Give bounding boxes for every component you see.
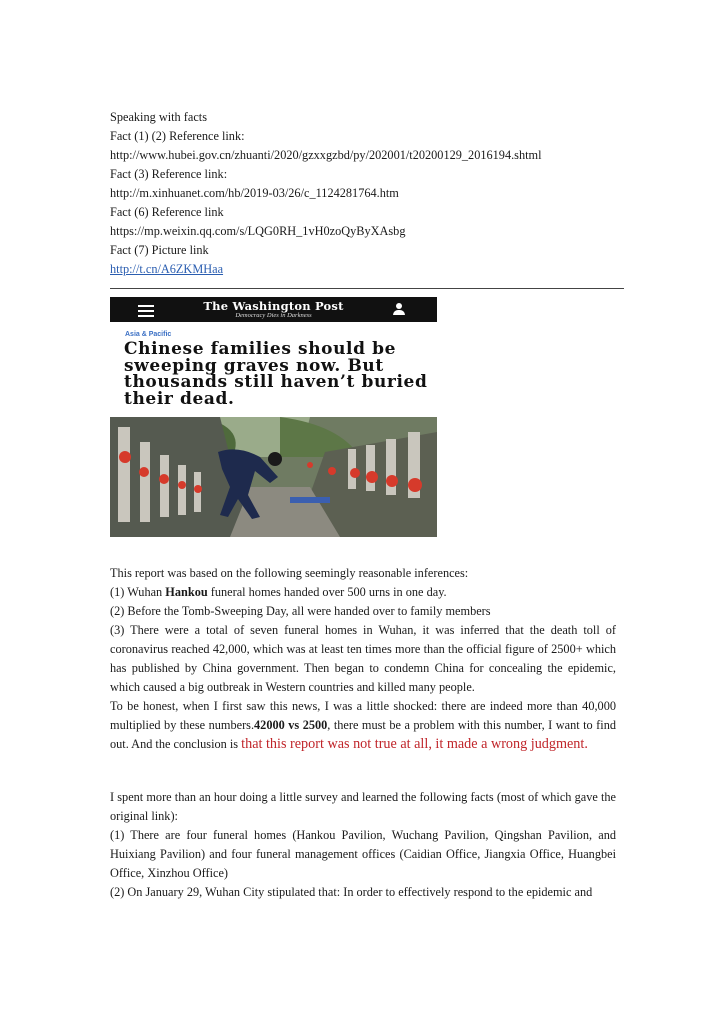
fact-6-label: Fact (6) Reference link — [110, 205, 224, 219]
paragraph-intro: This report was based on the following seemingly reasonable inferences: — [110, 566, 469, 580]
cemetery-photo — [110, 417, 437, 537]
article-headline: Chinese families should be sweeping graves now. But thousands still haven’t buried their dead. — [124, 339, 428, 409]
inference-1: (1) Wuhan Hankou funeral homes handed over 500 urns in one day. — [110, 585, 447, 599]
reference-links — [110, 108, 630, 279]
paragraph-conclusion: To be honest, when I first saw this news, I was a little shocked: there are indeed more than 40,000 multiplied by these numbers.42000 vs 2500, there must be a problem with this number, I want to find out. And the conclusion is that this report was not true at all, it made a wrong judgment. — [110, 699, 616, 752]
masthead-tagline: Democracy Dies in Darkness — [235, 312, 312, 319]
fact-7-label: Fact (7) Picture link — [110, 243, 209, 257]
refs-heading: Speaking with facts — [110, 110, 207, 124]
picture-link[interactable]: http://t.cn/A6ZKMHaa — [110, 262, 224, 276]
fact-6-url: https://mp.weixin.qq.com/s/LQG0RH_1vH0zoQyByXAsbg — [110, 224, 406, 238]
fact-1: (1) There are four funeral homes (Hankou Pavilion, Wuchang Pavilion, Qingshan Pavilion, and Huixiang Pavilion) and four funeral management offices (Caidian Office, Jiangxia Office, Huangbei Office, Xinzhou Office) — [110, 828, 616, 880]
fact-2: (2) On January 29, Wuhan City stipulated that: In order to effectively respond to the epidemic and — [110, 885, 593, 899]
divider — [110, 288, 624, 289]
highlighted-conclusion: that this report was not true at all, it made a wrong judgment. — [241, 736, 588, 752]
fact-3-label: Fact (3) Reference link: — [110, 167, 228, 181]
paragraph-survey: I spent more than an hour doing a little survey and learned the following facts (most of which gave the original link): — [110, 790, 616, 823]
fact-1-2-url: http://www.hubei.gov.cn/zhuanti/2020/gzxxgzbd/py/202001/t20200129_2016194.shtml — [110, 148, 542, 162]
masthead-bar — [110, 297, 437, 322]
news-clipping — [110, 297, 437, 537]
fact-1-2-label: Fact (1) (2) Reference link: — [110, 129, 245, 143]
inference-3: (3) There were a total of seven funeral homes in Wuhan, it was inferred that the death toll of coronavirus reached 42,000, which was at least ten times more than the official figure of 2500+ which has published by China government. Then began to condemn China for concealing the epidemic, which caused a big outbreak in Western countries and killed many people. — [110, 623, 616, 694]
masthead-logo: The Washington Post — [203, 299, 344, 313]
article-body — [110, 564, 616, 902]
section-label: Asia & Pacific — [125, 331, 172, 338]
inference-2: (2) Before the Tomb-Sweeping Day, all were handed over to family members — [110, 604, 491, 618]
fact-3-url: http://m.xinhuanet.com/hb/2019-03/26/c_1124281764.htm — [110, 186, 399, 200]
user-icon — [393, 303, 405, 316]
